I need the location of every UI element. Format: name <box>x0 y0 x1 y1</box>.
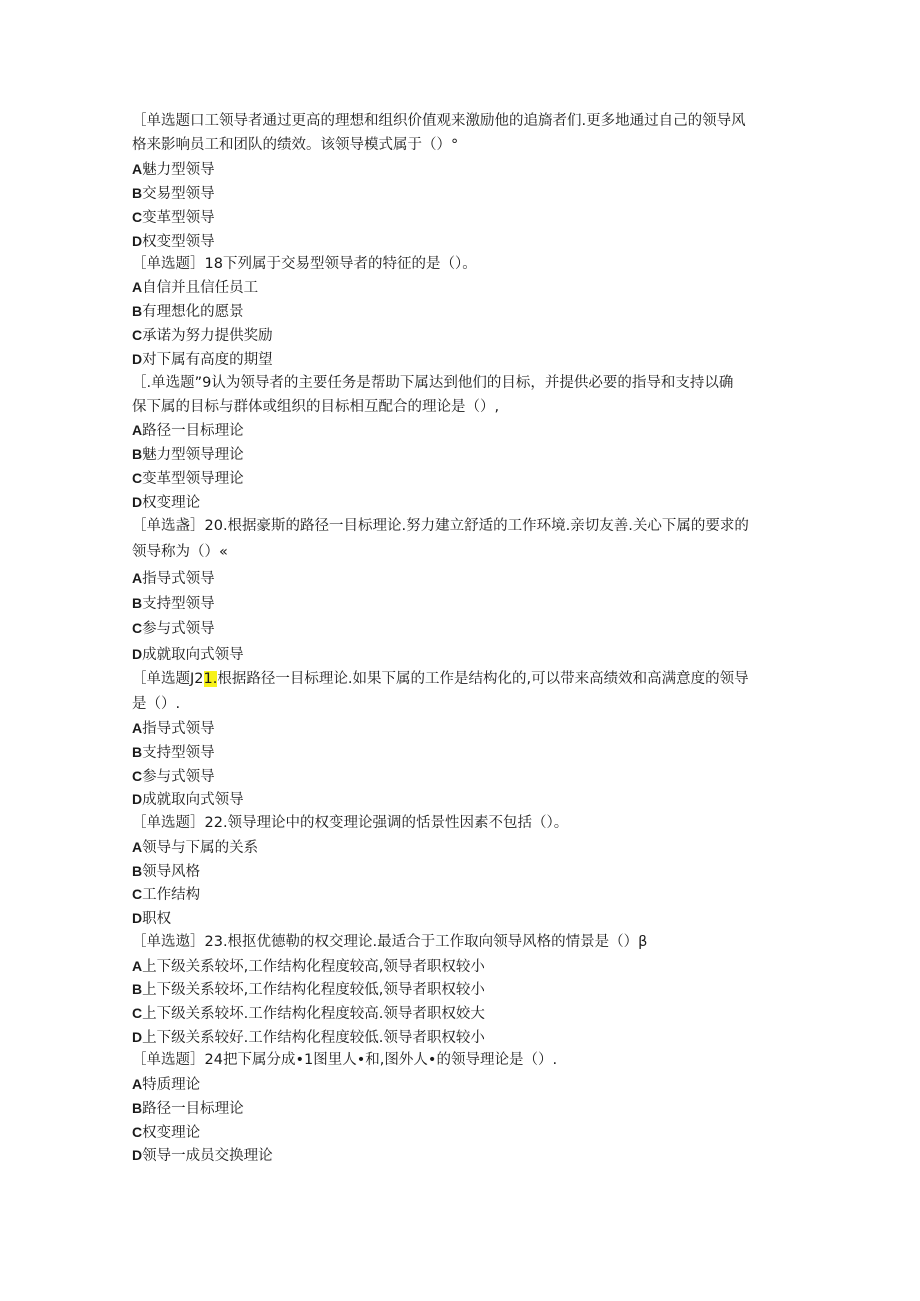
text-span: D <box>132 646 143 662</box>
text-span: C <box>132 470 143 486</box>
highlighted-number: 1. <box>203 671 218 687</box>
question-23-option-a <box>132 956 485 977</box>
text-span: A <box>132 279 143 295</box>
question-1-line-2: 格来影响员工和团队的绩效。该领导模式属于（）° <box>132 137 459 153</box>
question-21-option-a <box>132 718 215 739</box>
question-24-option-a <box>132 1074 200 1095</box>
text-span: B <box>132 981 143 997</box>
text-span: B <box>132 446 143 462</box>
text-span: 参与式领导 <box>142 769 215 785</box>
text-span: 特质理论 <box>142 1077 201 1093</box>
text-span: 路径一目标理论 <box>142 423 244 439</box>
question-23-stem: ［单选遨］23.根抠优德勒的权交理论.最适合于工作取向领导风格的情景是（）β <box>132 934 648 950</box>
question-18-option-d <box>132 349 273 370</box>
question-1-option-c <box>132 207 215 228</box>
text-span: 指导式领导 <box>142 721 215 737</box>
text-span: A <box>132 720 143 736</box>
text-span: 指导式领导 <box>142 571 215 587</box>
text-span: 交易型领导 <box>142 186 215 202</box>
question-22-option-b <box>132 861 200 882</box>
text-span: 权变理论 <box>142 495 201 511</box>
question-23-option-c <box>132 1003 485 1024</box>
text-span: 魅力型领导理论 <box>142 447 244 463</box>
text-span: C <box>132 327 143 343</box>
text-span: 变革型领导 <box>142 210 215 226</box>
question-20-line-1: ［单选盏］20.根据豪斯的路径一目标理论.努力建立舒适的工作环境.亲切友善.关心下属的要求的 <box>132 518 749 534</box>
text-span: 路径一目标理论 <box>142 1101 244 1117</box>
question-21-line-1 <box>132 669 749 689</box>
question-21-option-d <box>132 789 244 810</box>
text-span: B <box>132 863 143 879</box>
text-span: D <box>132 910 143 926</box>
text-span: 成就取向式领导 <box>142 792 244 808</box>
text-span: 领导风格 <box>142 864 201 880</box>
text-span: 有理想化的愿景 <box>142 304 244 320</box>
text-span: A <box>132 1076 143 1092</box>
text-span: 支持型领导 <box>142 745 215 761</box>
text-span: 对下属有高度的期望 <box>142 352 273 368</box>
text-span: C <box>132 768 143 784</box>
text-span: B <box>132 303 143 319</box>
text-span: C <box>132 886 143 902</box>
text-span: 根据路径一目标理论.如果下属的工作是结构化的,可以带来高绩效和高满意度的领导 <box>217 671 749 687</box>
question-19-option-b <box>132 444 244 465</box>
text-span: 领导一成员交换理论 <box>142 1148 273 1164</box>
text-span: 参与式领导 <box>142 621 215 637</box>
question-21-option-c <box>132 766 215 787</box>
text-span: D <box>132 233 143 249</box>
question-20-option-b <box>132 593 215 614</box>
question-24-option-b <box>132 1098 244 1119</box>
question-21-option-b <box>132 742 215 763</box>
text-span: 上下级关系较好.工作结构化程度较低.领导者职权较小 <box>142 1030 485 1046</box>
question-18-option-b <box>132 301 244 322</box>
text-span: B <box>132 595 143 611</box>
text-span: A <box>132 958 143 974</box>
question-1-option-d <box>132 231 215 252</box>
question-19-line-2: 保下属的目标与群体或组织的目标相互配合的理论是（）, <box>132 399 500 415</box>
text-span: A <box>132 839 143 855</box>
text-span: D <box>132 791 143 807</box>
text-span: 成就取向式领导 <box>142 647 244 663</box>
text-span: D <box>132 1147 143 1163</box>
text-span: 魅力型领导 <box>142 162 215 178</box>
question-19-option-c <box>132 468 244 489</box>
question-22-stem: ［单选题］22.领导理论中的权变理论强调的恬景性因素不包括（）。 <box>132 815 569 831</box>
question-20-line-2: 领导称为（）« <box>132 544 228 560</box>
question-1-option-b <box>132 183 215 204</box>
text-span: 工作结构 <box>142 887 201 903</box>
text-span: 支持型领导 <box>142 596 215 612</box>
text-span: 承诺为努力提供奖励 <box>142 328 273 344</box>
text-span: D <box>132 494 143 510</box>
question-22-option-c <box>132 884 200 905</box>
text-span: ［单选题J2 <box>132 671 204 687</box>
text-span: 变革型领导理论 <box>142 471 244 487</box>
question-19-option-a <box>132 420 244 441</box>
question-18-stem: ［单选题］18下列属于交易型领导者的特征的是（）。 <box>132 256 477 272</box>
text-span: C <box>132 1005 143 1021</box>
text-span: 上下级关系较坏,工作结构化程度较高,领导者职权较小 <box>142 959 485 975</box>
text-span: C <box>132 209 143 225</box>
question-22-option-a <box>132 837 258 858</box>
text-span: D <box>132 351 143 367</box>
question-23-option-b <box>132 979 485 1000</box>
question-20-option-a <box>132 568 215 589</box>
question-22-option-d <box>132 908 171 929</box>
question-23-option-d <box>132 1027 485 1048</box>
text-span: C <box>132 1124 143 1140</box>
text-span: A <box>132 161 143 177</box>
question-1-line-1: ［单选题口工领导者通过更高的理想和组织价值观来激励他的追旖者们.更多地通过自己的领导风 <box>132 113 746 129</box>
text-span: 上下级关系较坏,工作结构化程度较低,领导者职权较小 <box>142 982 485 998</box>
question-20-option-d <box>132 644 244 665</box>
text-span: 上下级关系较坏.工作结构化程度较高.领导者职权姣大 <box>142 1006 485 1022</box>
question-20-option-c <box>132 618 215 639</box>
text-span: B <box>132 185 143 201</box>
question-19-option-d <box>132 492 200 513</box>
question-19-line-1: ［.单选题”9认为领导者的主要任务是帮助下属达到他们的目标，并提供必要的指导和支持以确 <box>132 375 734 391</box>
question-21-line-2: 是（）. <box>132 696 181 712</box>
text-span: B <box>132 1100 143 1116</box>
text-span: D <box>132 1029 143 1045</box>
question-24-option-d <box>132 1145 273 1166</box>
question-1-option-a <box>132 159 215 180</box>
text-span: 自信并且信任员工 <box>142 280 259 296</box>
text-span: A <box>132 570 143 586</box>
text-span: C <box>132 620 143 636</box>
text-span: 权变型领导 <box>142 234 215 250</box>
question-18-option-c <box>132 325 273 346</box>
text-span: 领导与下属的关系 <box>142 840 259 856</box>
question-24-stem: ［单选题］24把下属分成•1图里人•和,图外人•的领导理论是（）. <box>132 1052 558 1068</box>
text-span: A <box>132 422 143 438</box>
question-24-option-c <box>132 1122 200 1143</box>
question-18-option-a <box>132 277 258 298</box>
text-span: 权变理论 <box>142 1125 201 1141</box>
text-span: 职权 <box>142 911 172 927</box>
text-span: B <box>132 744 143 760</box>
